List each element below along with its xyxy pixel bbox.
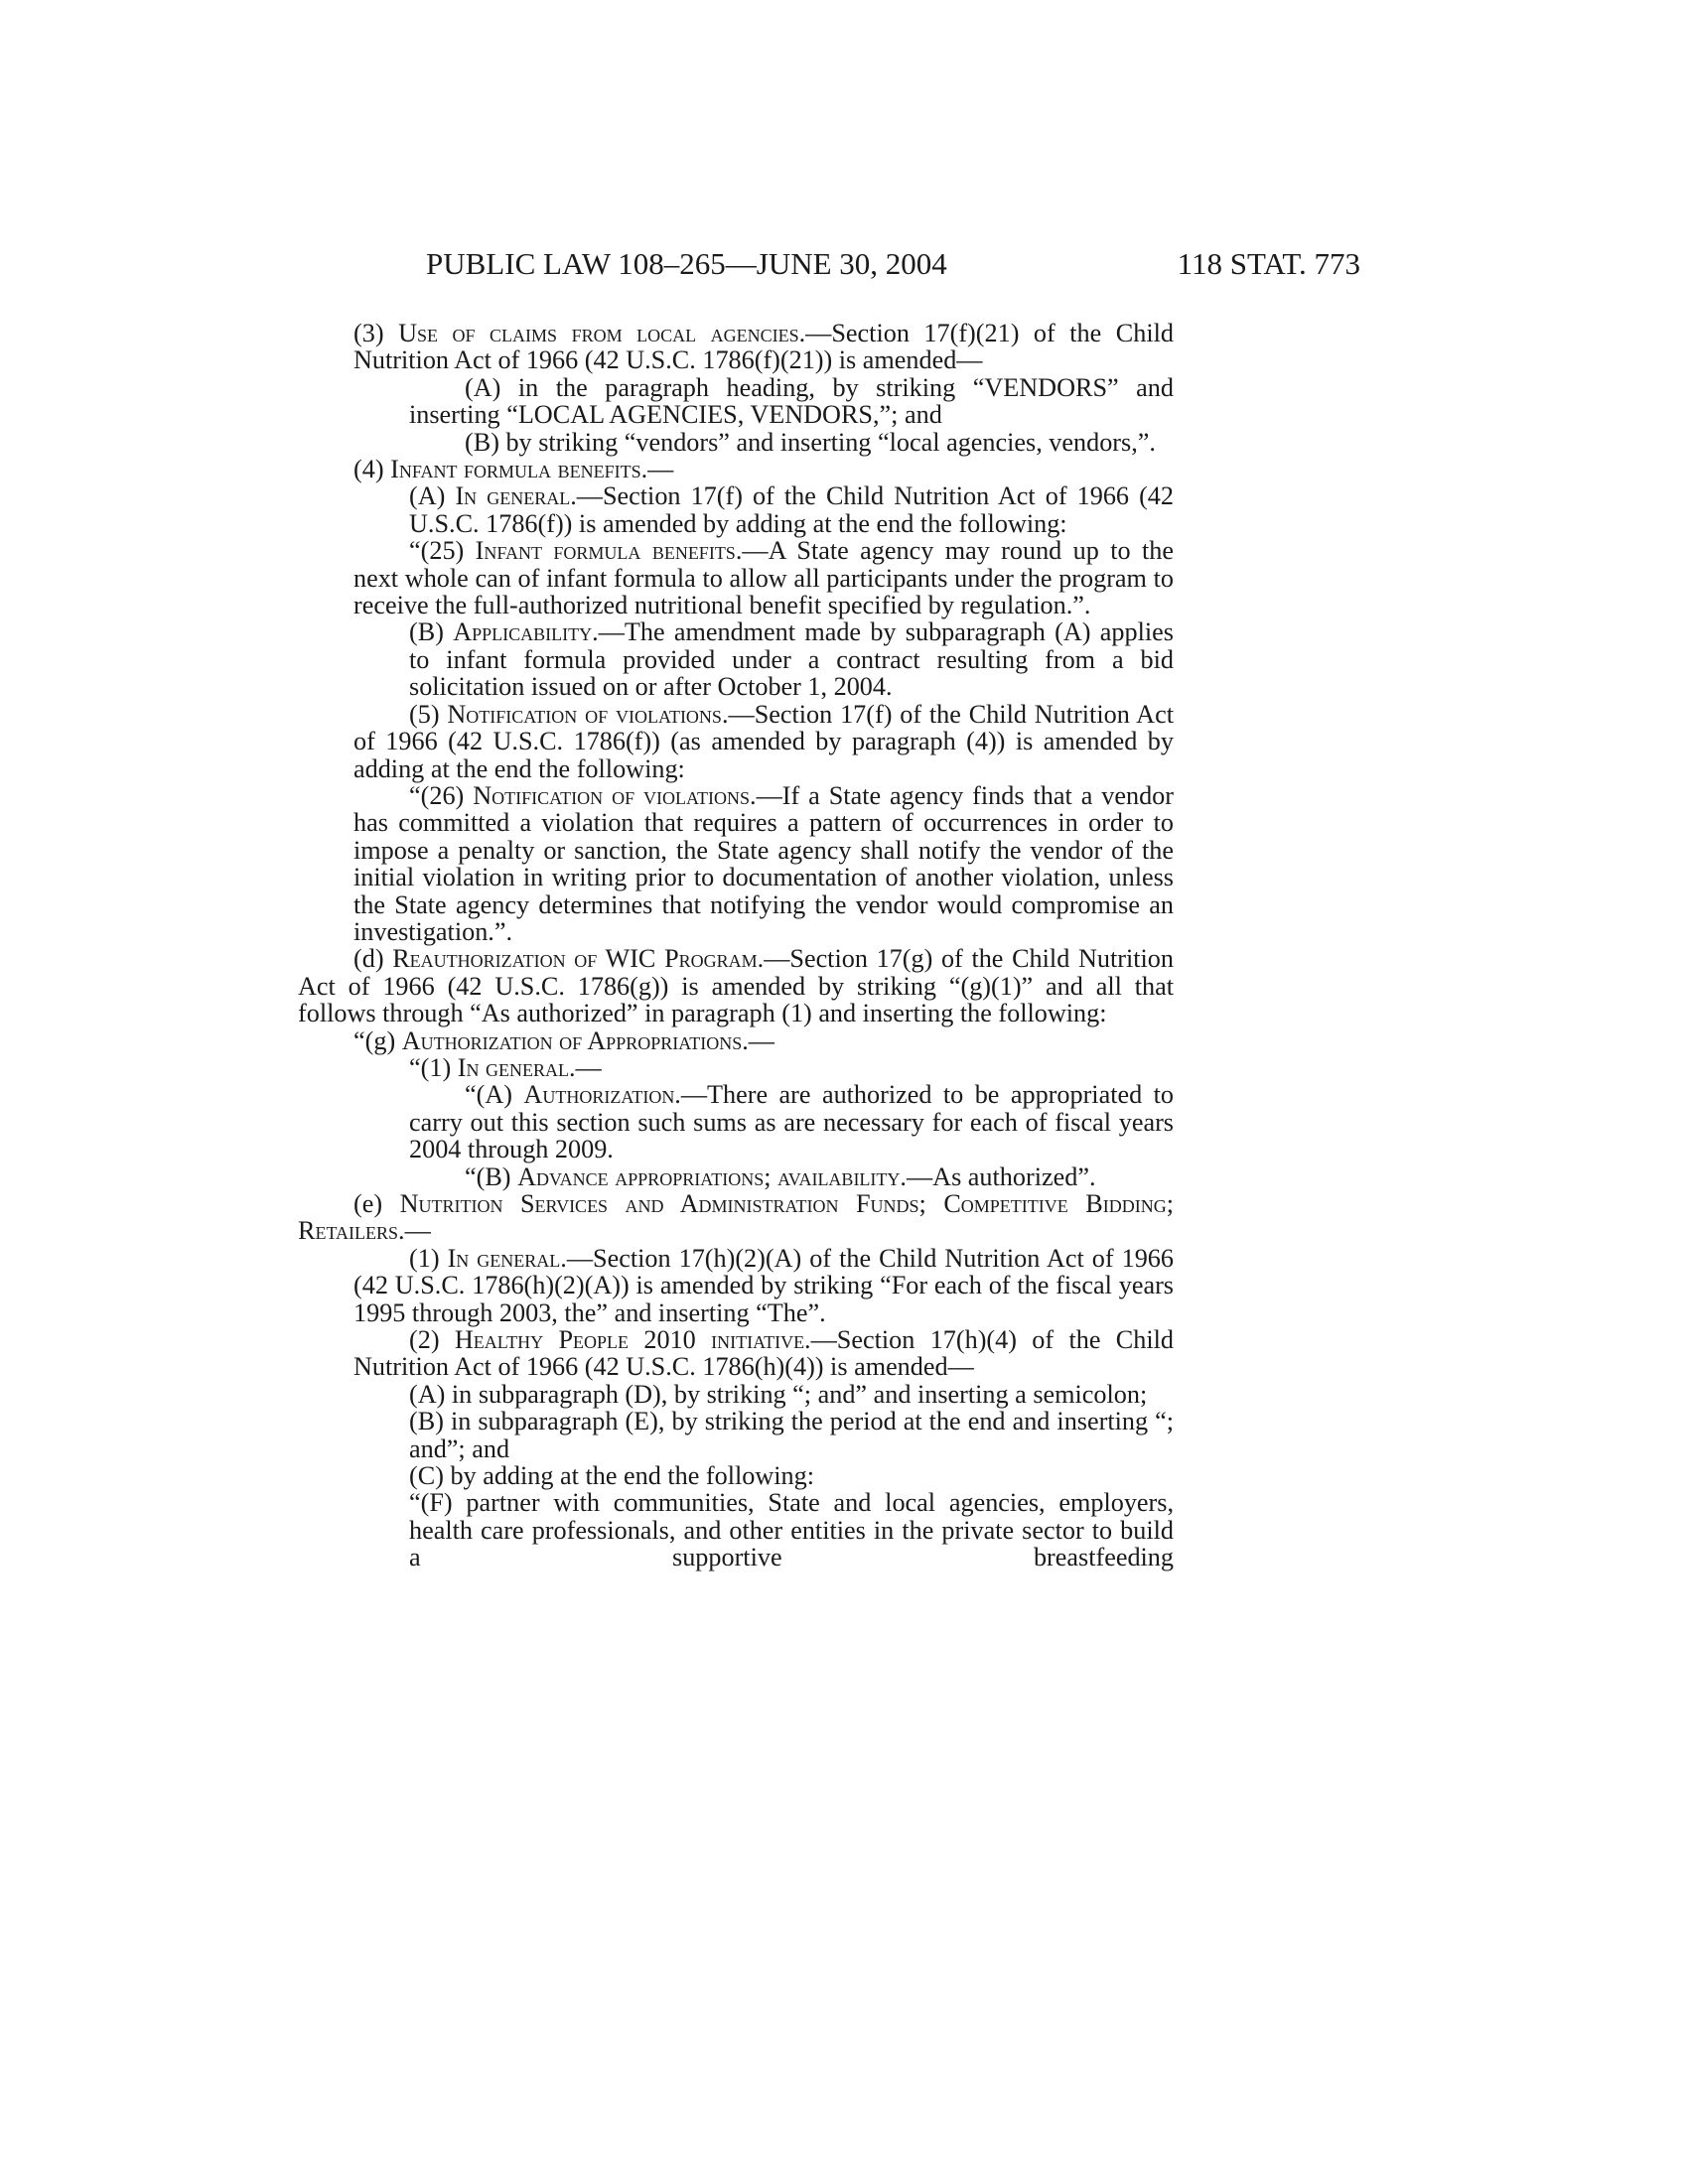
paragraph-4-A: (A) In general.—Section 17(f) of the Child Nutrition Act of 1966 (42 U.S.C. 1786(f)) is amended by adding at the end the following: — [409, 481, 1174, 538]
subsection-e-2-C: (C) by adding at the end the following: — [409, 1461, 815, 1491]
running-title: PUBLIC LAW 108–265—JUNE 30, 2004 — [426, 246, 947, 281]
paragraph-3: (3) Use of claims from local agencies.—Section 17(f)(21) of the Child Nutrition Act of 1966 (42 U.S.C. 1786(f)(21)) is amended— — [353, 319, 1174, 375]
subsection-d: (d) Reauthorization of WIC Program.—Section 17(g) of the Child Nutrition Act of 1966 (42 U.S.C. 1786(g)) is amended by striking “(g)(1)” and all that follows through “As authorized” in paragraph (1) and inserting the following: — [298, 944, 1174, 1028]
quoted-subparagraph-F: “(F) partner with communities, State and local agencies, employers, health care professionals, and other entities in the private sector to build a supportive breastfeeding — [409, 1488, 1174, 1572]
quoted-paragraph-25: “(25) Infant formula benefits.—A State agency may round up to the next whole can of infant formula to allow all participants under the program to receive the full-authorized nutritional benefit specified by regulation.”. — [353, 536, 1174, 620]
paragraph-5: (5) Notification of violations.—Section 17(f) of the Child Nutrition Act of 1966 (42 U.S.C. 1786(f)) (as amended by paragraph (4)) is amended by adding at the end the following: — [353, 699, 1174, 783]
paragraph-4-A-block — [298, 482, 1174, 537]
quoted-g-1: “(1) In general.— — [409, 1052, 602, 1082]
subsection-e-2-A: (A) in subparagraph (D), by striking “; and” and inserting a semicolon; — [409, 1379, 1148, 1409]
paragraph-3-A: (A) in the paragraph heading, by striking “VENDORS” and inserting “LOCAL AGENCIES, VENDORS,”; and — [409, 372, 1174, 430]
paragraph-3-B: (B) by striking “vendors” and inserting “local agencies, vendors,”. — [465, 427, 1156, 457]
quoted-paragraph-26: “(26) Notification of violations.—If a State agency finds that a vendor has committed a violation that requires a pattern of occurrences in order to impose a penalty or sanction, the State agency shall notify the vendor of the initial violation in writing prior to documentation of another violation, unless the State agency determines that notifying the vendor would compromise an investigation.”. — [353, 780, 1174, 946]
paragraph-4-B: (B) Applicability.—The amendment made by subparagraph (A) applies to infant formula provided under a contract resulting from a bid solicitation issued on or after October 1, 2004. — [409, 617, 1174, 702]
document-body — [298, 320, 1174, 1571]
paragraph-4: (4) Infant formula benefits.— — [353, 455, 674, 484]
subsection-e-2-B: (B) in subparagraph (E), by striking the period at the end and inserting “; and”; and — [409, 1407, 1174, 1463]
paragraph-3-subs — [298, 374, 1174, 456]
quoted-g-1-B: “(B) Advance appropriations; availability.—As authorized”. — [465, 1161, 1096, 1191]
quoted-subsection-g: “(g) Authorization of Appropriations.— — [353, 1025, 774, 1055]
quoted-g-1-A: “(A) Authorization.—There are authorized to be appropriated to carry out this section such sums as are necessary for each of fiscal years 2004 through 2009. — [409, 1080, 1174, 1164]
page-header — [298, 246, 1360, 290]
subsection-e-2-subs — [298, 1381, 1174, 1571]
subsection-e-2: (2) Healthy People 2010 initiative.—Section 17(h)(4) of the Child Nutrition Act of 1966 (42 U.S.C. 1786(h)(4)) is amended— — [353, 1325, 1174, 1382]
statute-page-number: 118 STAT. 773 — [1177, 246, 1360, 281]
paragraph-4-B-block — [298, 618, 1174, 700]
subsection-e: (e) Nutrition Services and Administration Funds; Competitive Bidding; Retailers.— — [298, 1189, 1174, 1246]
subsection-e-1: (1) In general.—Section 17(h)(2)(A) of the Child Nutrition Act of 1966 (42 U.S.C. 1786(h)(2)(A)) is amended by striking “For each of the fiscal years 1995 through 2003, the” and inserting “The”. — [353, 1243, 1174, 1327]
